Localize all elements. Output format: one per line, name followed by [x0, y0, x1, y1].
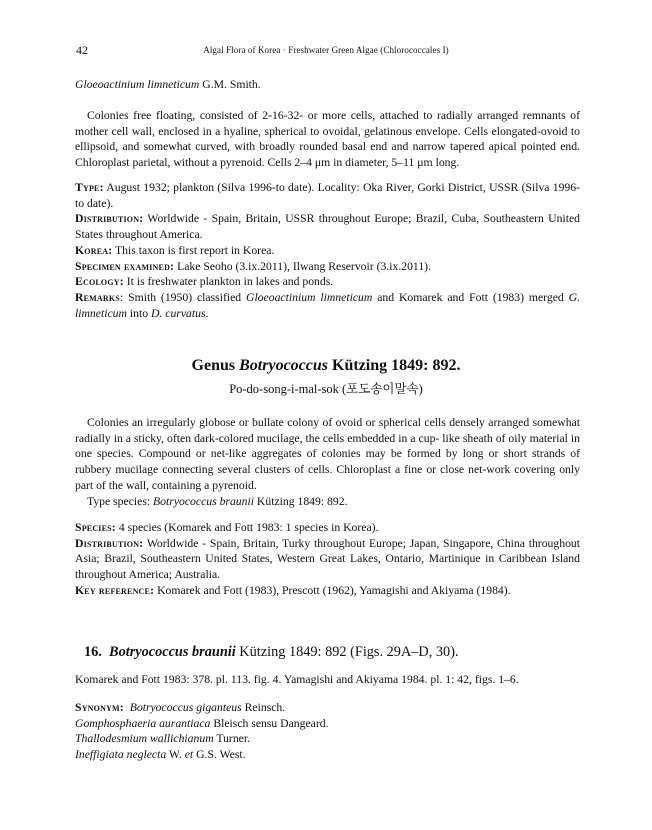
korea-text: This taxon is first report in Korea.	[112, 243, 275, 257]
remarks-text: and Komarek and Fott (1983) merged	[372, 290, 569, 304]
species-fields	[75, 180, 580, 321]
genus-name: Botryococcus	[239, 357, 328, 374]
species-count-field	[75, 520, 580, 536]
species-authority: Kützing 1849: 892 (Figs. 29A–D, 30).	[235, 644, 459, 660]
synonym-name: Botryococcus giganteus	[129, 701, 242, 714]
ecology-label: Ecology:	[75, 275, 124, 289]
synonym-name: Thallodesmium wallichianum	[75, 732, 214, 746]
remarks-taxon: G. limneticum	[75, 290, 580, 320]
page-number: 42	[76, 43, 88, 57]
synonym-authority-et: et	[184, 748, 194, 762]
synonym-authority: W.	[166, 748, 185, 762]
type-species-name: Botryococcus braunii	[153, 494, 254, 508]
synonym-authority: Bleisch sensu Dangeard.	[210, 716, 329, 730]
species-description	[75, 108, 580, 171]
genus-description-paragraph: Colonies an irregularly globose or bullate colony of ovoid or spherical cells densely arranged somewhat radially in a sticky, often dark-colored mucilage, the cells embedded in a cup- like sheath of oily material in one species. Compound or net-like aggregates of colonies may be formed by long or short strands of rubbery mucilage connecting several clusters of cells. Chloroplast a fine or close net-work covering only part of the wall, containing a pyrenoid.	[75, 416, 580, 492]
remarks-text: : Smith (1950) classified	[119, 290, 247, 304]
genus-description	[75, 415, 580, 509]
genus-distribution-field	[75, 536, 580, 583]
genus-korean-name: Po-do-song-i-mal-sok (포도송이말속)	[229, 382, 423, 396]
synonym-name: Ineffigiata neglecta	[75, 748, 167, 762]
key-reference-text: Komarek and Fott (1983), Prescott (1962), Yamagishi and Akiyama (1984).	[154, 583, 511, 597]
species-heading-gloeoactinium	[75, 77, 580, 93]
species-count-text: 4 species (Komarek and Fott 1983: 1 species in Korea).	[115, 521, 379, 534]
synonym-label: Synonym:	[75, 701, 124, 714]
distribution-text: Worldwide - Spain, Britain, USSR throughout Europe; Brazil, Cuba, Southeastern United States throughout America.	[75, 212, 580, 242]
type-field	[75, 180, 580, 211]
synonym-line	[75, 700, 580, 716]
distribution-label: Distribution:	[75, 212, 144, 226]
type-label: Type:	[75, 181, 104, 194]
species-name: Botryococcus braunii	[109, 644, 236, 660]
korea-field	[75, 243, 580, 259]
type-species-label: Type species:	[87, 494, 154, 508]
genus-prefix: Genus	[191, 357, 240, 374]
type-species-authority: Kützing 1849: 892.	[254, 494, 348, 508]
synonym-authority: Reinsch.	[241, 701, 286, 714]
synonym-line	[75, 731, 580, 747]
species-number: 16.	[84, 644, 102, 660]
remarks-taxon: D. curvatus	[150, 306, 206, 320]
synonym-line	[75, 716, 580, 732]
remarks-text: into	[126, 306, 151, 320]
species-citation: Komarek and Fott 1983: 378. pl. 113. fig. 4. Yamagishi and Akiyama 1984. pl. 1: 42, figs. 1–6.	[75, 673, 519, 686]
remarks-taxon: Gloeoactinium limneticum	[246, 290, 373, 304]
remarks-text: .	[205, 306, 209, 320]
running-head: Algal Flora of Korea · Freshwater Green Algae (Chlorococcales I)	[203, 45, 449, 55]
key-reference-label: Key reference:	[75, 583, 155, 597]
korea-label: Korea:	[75, 243, 113, 257]
specimen-field	[75, 259, 580, 275]
synonym-authority: G.S. West.	[193, 748, 246, 762]
genus-heading	[0, 357, 652, 375]
species-authority: G.M. Smith.	[199, 78, 261, 91]
synonym-name: Gomphosphaeria aurantiaca	[75, 716, 211, 730]
synonym-line	[75, 747, 580, 763]
remarks-field	[75, 290, 580, 321]
species-16-heading	[84, 644, 459, 661]
key-reference-field	[75, 583, 580, 599]
synonym-authority: Turner.	[213, 732, 251, 746]
species-name: Gloeoactinium limneticum	[75, 78, 200, 91]
genus-fields	[75, 520, 580, 599]
specimen-text: Lake Seoho (3.ix.2011), Ilwang Reservoir (3.ix.2011).	[174, 259, 431, 273]
ecology-field	[75, 274, 580, 290]
type-text: August 1932; plankton (Silva 1996-to date). Locality: Oka River, Gorki District, USSR (Silva 1996-to date).	[75, 181, 580, 210]
type-species-line	[75, 494, 580, 510]
species-count-label: Species:	[75, 521, 116, 534]
genus-authority: Kützing 1849: 892.	[328, 357, 461, 374]
description-paragraph: Colonies free floating, consisted of 2-16-32- or more cells, attached to radially arranged remnants of mother cell wall, enclosed in a hyaline, spherical to ovoidal, gelatinous envelope. Cells elongated-ovoid to ellipsoid, and somewhat curved, with broadly rounded basal end and narrow tapered apical pointed end. Chloroplast parietal, without a pyrenoid. Cells 2–4 μm in diameter, 5–11 μm long.	[75, 109, 580, 170]
remarks-label: Remarks	[75, 290, 120, 304]
genus-distribution-text: Worldwide - Spain, Britain, Turky throughout Europe; Japan, Singapore, China throughout Asia; Brazil, Southeastern United States, Western Great Lakes, Ontario, Martinique in Caribbean Island throughout America; Australia.	[75, 536, 580, 582]
synonym-block	[75, 700, 580, 763]
specimen-label: Specimen examined:	[75, 259, 175, 273]
ecology-text: It is freshwater plankton in lakes and ponds.	[123, 275, 334, 289]
distribution-field	[75, 211, 580, 242]
genus-distribution-label: Distribution:	[75, 536, 144, 550]
